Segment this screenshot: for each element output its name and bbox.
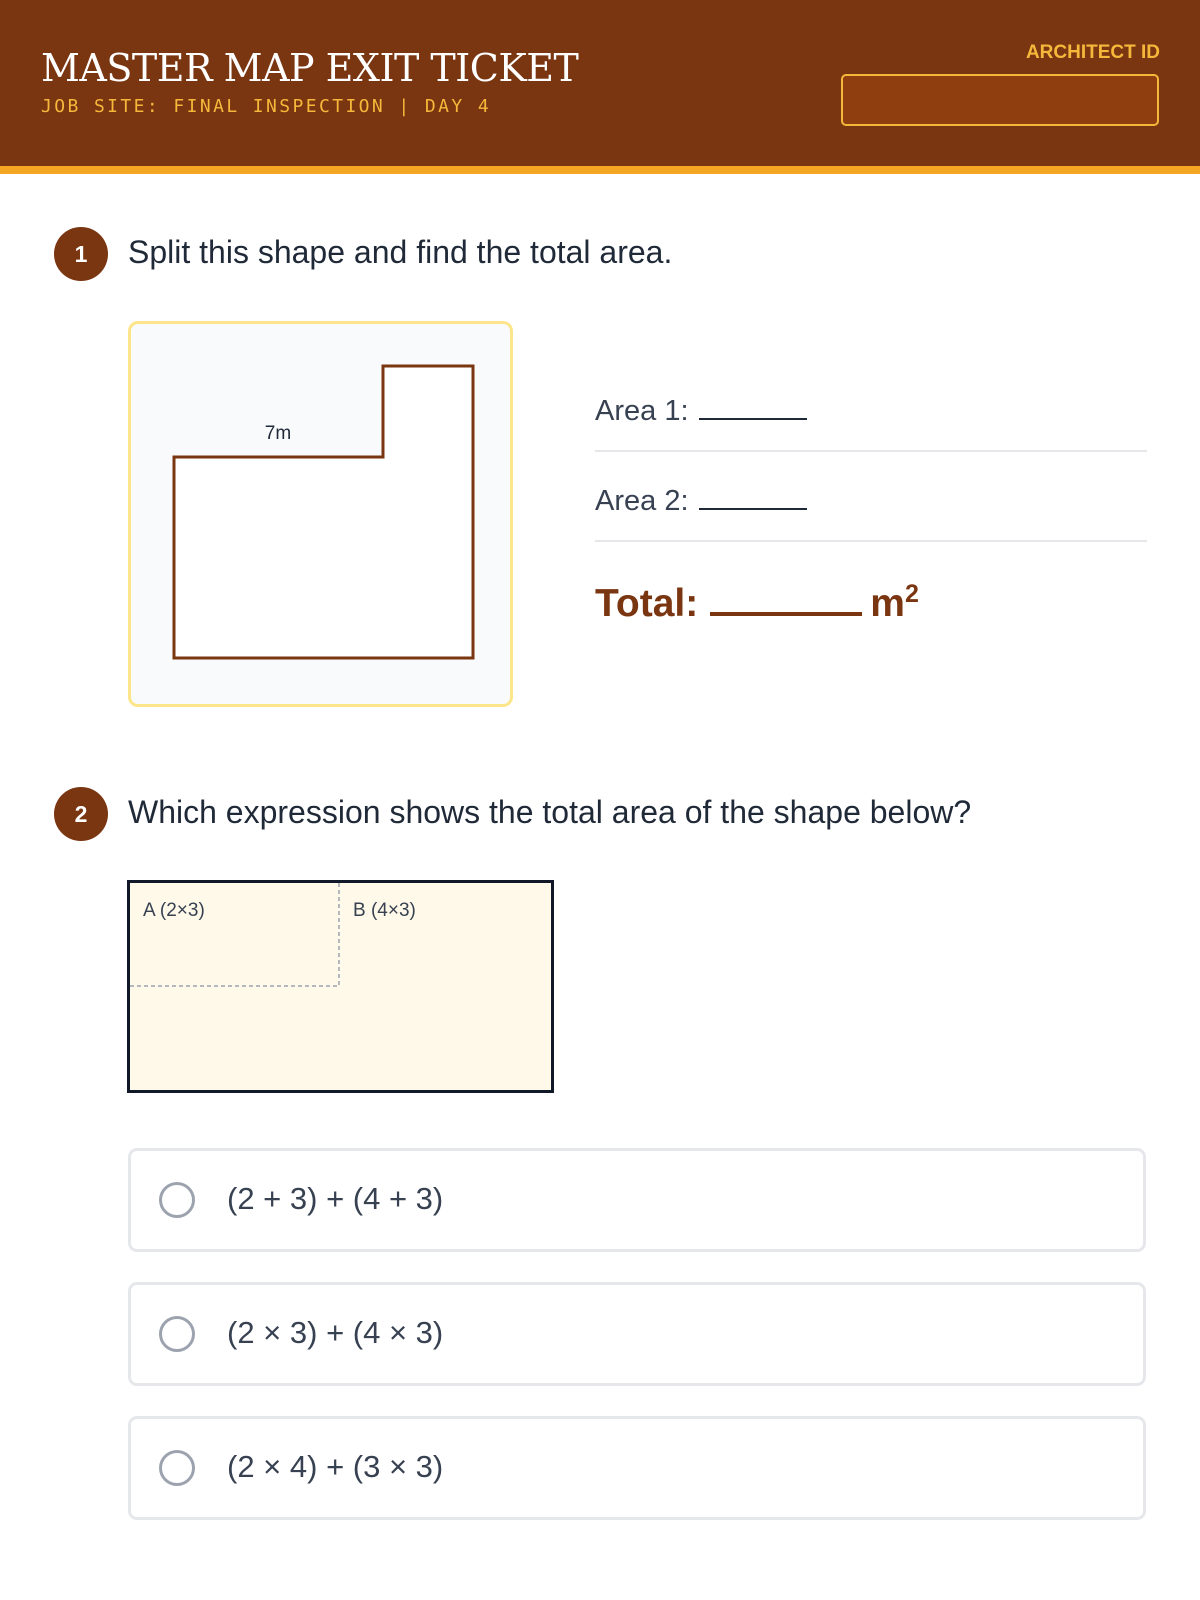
divider [595,540,1147,542]
option-text: (2 × 4) + (3 × 3) [227,1449,444,1484]
radio-button[interactable] [159,1182,195,1218]
question-1-text: Split this shape and find the total area. [128,234,673,270]
area-1-row [595,395,807,428]
region-a-label: A (2×3) [143,900,205,921]
question-2-text: Which expression shows the total area of the shape below? [128,794,972,830]
area-2-blank [699,504,807,510]
radio-button[interactable] [159,1450,195,1486]
question-2-number: 2 [54,787,108,841]
area-2-row [595,485,807,518]
option-text: (2 + 3) + (4 + 3) [227,1181,444,1216]
architect-id-label: ARCHITECT ID [1025,42,1160,63]
total-label: Total: [595,582,699,625]
answer-option-1[interactable] [128,1148,1146,1252]
area-1-blank [699,414,807,420]
page-header [0,0,1200,174]
region-b-label: B (4×3) [353,900,416,921]
option-text: (2 × 3) + (4 × 3) [227,1315,444,1350]
answer-option-2[interactable] [128,1282,1146,1386]
total-row [595,580,919,626]
question-1-number: 1 [54,227,108,281]
area-2-label: Area 2: [595,485,689,517]
answer-option-3[interactable] [128,1416,1146,1520]
architect-id-input[interactable] [841,74,1159,126]
l-shape-svg [131,324,510,704]
l-shape-outline [174,366,473,658]
area-1-label: Area 1: [595,395,689,427]
page-subtitle: JOB SITE: FINAL INSPECTION | DAY 4 [41,96,492,117]
composite-rectangle-diagram [127,880,555,1094]
unit-label: m [870,582,905,625]
total-blank [710,608,862,616]
l-shape-diagram [128,321,513,707]
unit-power: 2 [904,580,919,608]
dimension-label: 7m [264,423,292,444]
radio-button[interactable] [159,1316,195,1352]
page-title: MASTER MAP EXIT TICKET [41,46,579,90]
divider [595,450,1147,452]
